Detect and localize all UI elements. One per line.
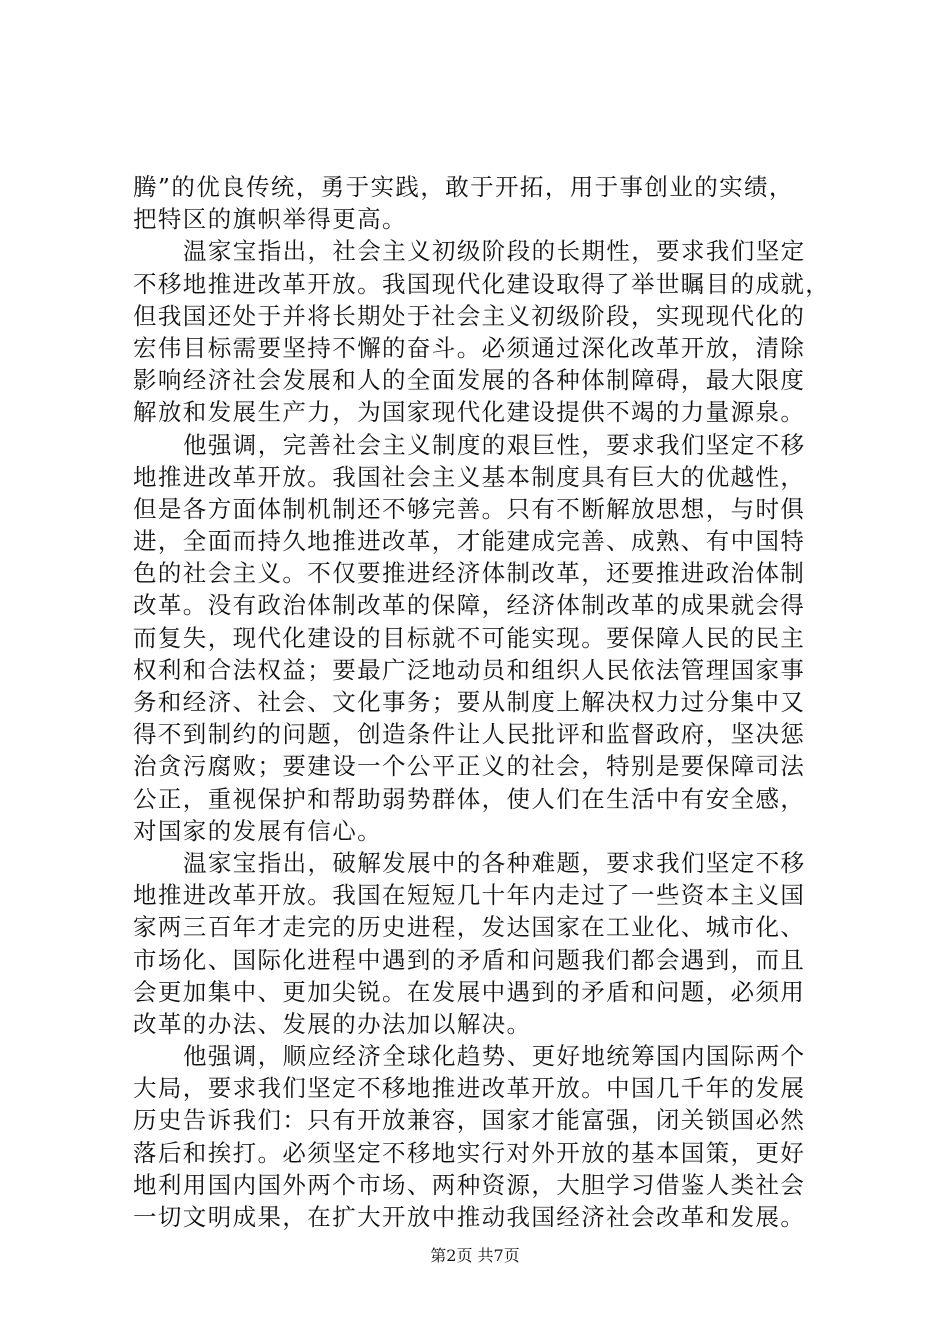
text-line: 权利和合法权益；要最广泛地动员和组织人民依法管理国家事 bbox=[133, 655, 806, 684]
paragraph-first-line: 他强调，完善社会主义制度的艰巨性，要求我们坚定不移 bbox=[183, 430, 806, 459]
text-line: 地推进改革开放。我国在短短几十年内走过了一些资本主义国 bbox=[133, 881, 806, 910]
page-number-footer: 第2页 共7页 bbox=[430, 1246, 520, 1265]
text-line: 把特区的旗帜举得更高。 bbox=[133, 205, 407, 234]
text-line: 宏伟目标需要坚持不懈的奋斗。必须通过深化改革开放，清除 bbox=[133, 333, 806, 362]
text-line: 一切文明成果，在扩大开放中推动我国经济社会改革和发展。 bbox=[133, 1203, 806, 1231]
text-line: 不移地推进改革开放。我国现代化建设取得了举世瞩目的成就， bbox=[133, 269, 831, 298]
text-line: 进，全面而持久地推进改革，才能建成完善、成熟、有中国特 bbox=[133, 527, 806, 556]
text-line: 大局，要求我们坚定不移地推进改革开放。中国几千年的发展 bbox=[133, 1074, 806, 1103]
text-line: 历史告诉我们：只有开放兼容，国家才能富强，闭关锁国必然 bbox=[133, 1106, 806, 1135]
text-line: 公正，重视保护和帮助弱势群体，使人们在生活中有安全感， bbox=[133, 784, 806, 813]
text-line: 但是各方面体制机制还不够完善。只有不断解放思想，与时俱 bbox=[133, 494, 806, 523]
text-line: 落后和挨打。必须坚定不移地实行对外开放的基本国策，更好 bbox=[133, 1138, 806, 1167]
text-line: 改革。没有政治体制改革的保障，经济体制改革的成果就会得 bbox=[133, 591, 806, 620]
text-line: 但我国还处于并将长期处于社会主义初级阶段，实现现代化的 bbox=[133, 301, 806, 330]
text-line: 地利用国内国外两个市场、两种资源，大胆学习借鉴人类社会 bbox=[133, 1170, 806, 1199]
text-line: 治贪污腐败；要建设一个公平正义的社会，特别是要保障司法 bbox=[133, 752, 806, 781]
text-line: 解放和发展生产力，为国家现代化建设提供不竭的力量源泉。 bbox=[133, 398, 806, 427]
text-line: 色的社会主义。不仅要推进经济体制改革，还要推进政治体制 bbox=[133, 559, 806, 588]
text-line: 务和经济、社会、文化事务；要从制度上解决权力过分集中又 bbox=[133, 688, 806, 716]
paragraph-first-line: 温家宝指出，社会主义初级阶段的长期性，要求我们坚定 bbox=[183, 237, 806, 266]
text-line: 会更加集中、更加尖锐。在发展中遇到的矛盾和问题，必须用 bbox=[133, 977, 806, 1006]
paragraph-first-line: 温家宝指出，破解发展中的各种难题，要求我们坚定不移 bbox=[183, 848, 806, 877]
document-body bbox=[133, 171, 848, 1233]
text-line: 得不到制约的问题，创造条件让人民批评和监督政府，坚决惩 bbox=[133, 720, 806, 749]
text-line: 对国家的发展有信心。 bbox=[133, 816, 382, 845]
text-line: 家两三百年才走完的历史进程，发达国家在工业化、城市化、 bbox=[133, 913, 806, 942]
paragraph-first-line: 他强调，顺应经济全球化趋势、更好地统筹国内国际两个 bbox=[183, 1042, 806, 1071]
text-line: 市场化、国际化进程中遇到的矛盾和问题我们都会遇到，而且 bbox=[133, 945, 806, 974]
text-line: 影响经济社会发展和人的全面发展的各种体制障碍，最大限度 bbox=[133, 366, 806, 395]
text-line: 改革的办法、发展的办法加以解决。 bbox=[133, 1009, 532, 1038]
text-line: 地推进改革开放。我国社会主义基本制度具有巨大的优越性， bbox=[133, 462, 806, 491]
text-line: 腾”的优良传统，勇于实践，敢于开拓，用于事创业的实绩， bbox=[133, 173, 794, 201]
text-line: 而复失，现代化建设的目标就不可能实现。要保障人民的民主 bbox=[133, 623, 806, 652]
